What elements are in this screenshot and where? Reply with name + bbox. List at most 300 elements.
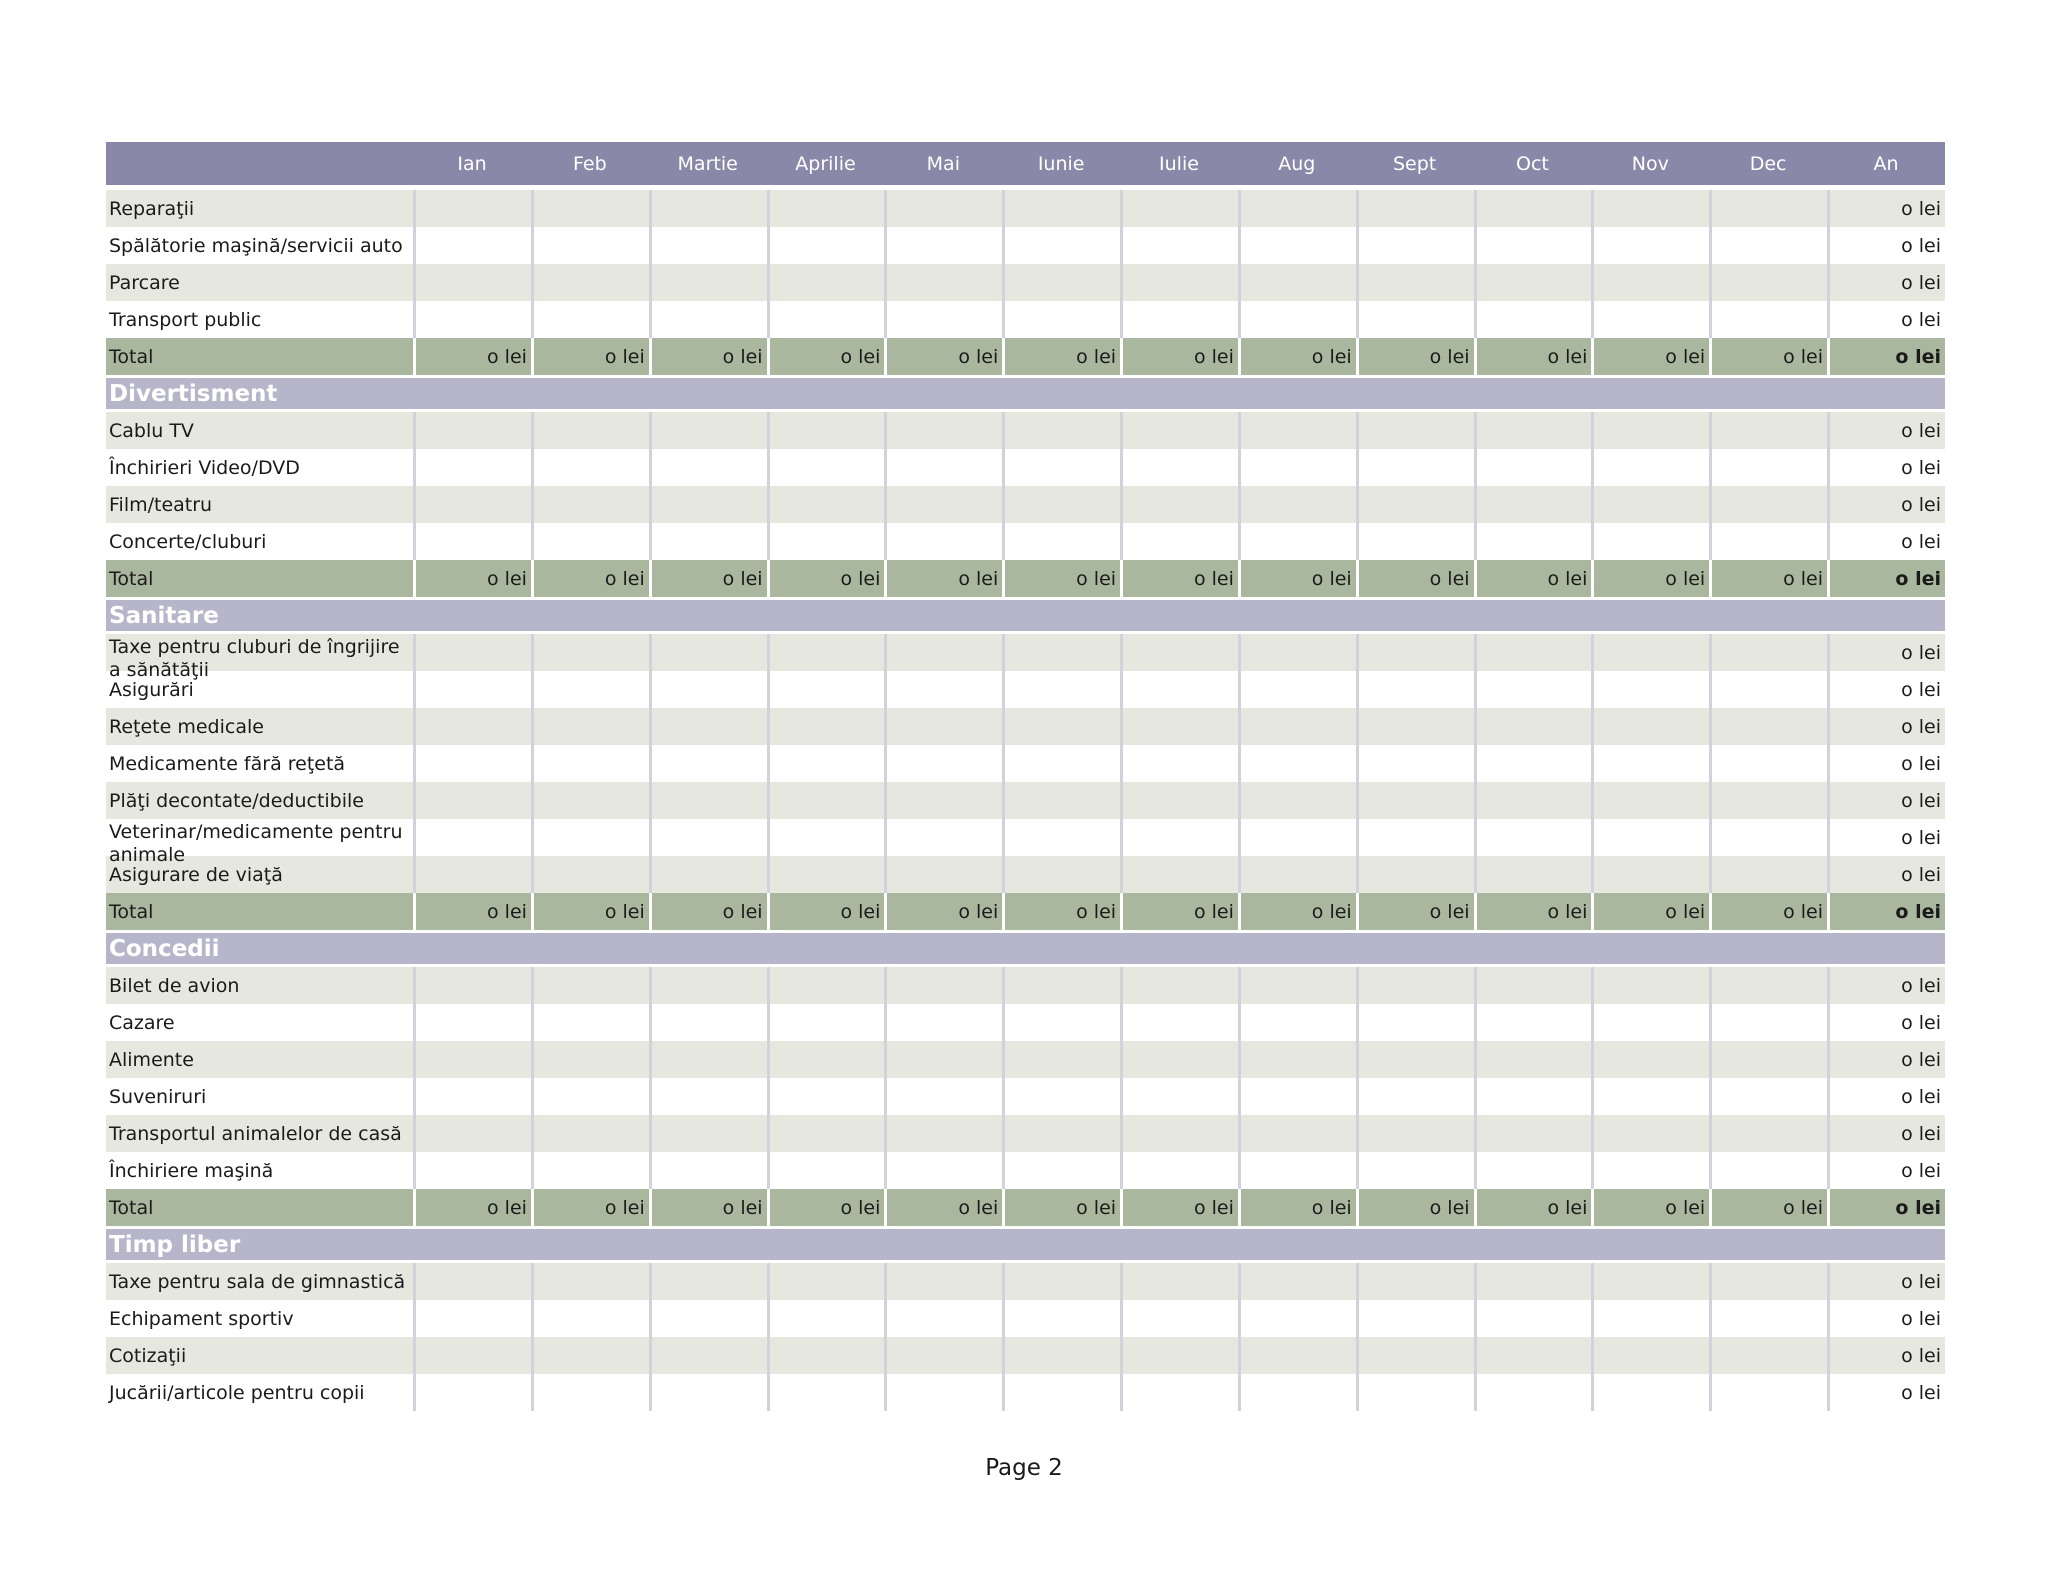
amount-input-cell[interactable]: [531, 1337, 649, 1374]
amount-input-cell[interactable]: [1474, 1078, 1592, 1115]
amount-input-cell[interactable]: [1709, 1374, 1827, 1411]
amount-input-cell[interactable]: [413, 1374, 531, 1411]
amount-input-cell[interactable]: [1591, 1337, 1709, 1374]
amount-input-cell[interactable]: [649, 1337, 767, 1374]
amount-input-cell[interactable]: [1120, 819, 1238, 856]
amount-input-cell[interactable]: [1002, 1374, 1120, 1411]
amount-input-cell[interactable]: [1238, 449, 1356, 486]
amount-input-cell[interactable]: [531, 1078, 649, 1115]
amount-input-cell[interactable]: [1238, 1337, 1356, 1374]
amount-input-cell[interactable]: [767, 1152, 885, 1189]
amount-input-cell[interactable]: [1120, 967, 1238, 1004]
amount-input-cell[interactable]: [413, 1337, 531, 1374]
amount-input-cell[interactable]: [767, 671, 885, 708]
amount-input-cell[interactable]: [1591, 190, 1709, 227]
amount-input-cell[interactable]: [1474, 523, 1592, 560]
amount-input-cell[interactable]: [1709, 708, 1827, 745]
amount-input-cell[interactable]: [1356, 301, 1474, 338]
amount-input-cell[interactable]: [1002, 1152, 1120, 1189]
amount-input-cell[interactable]: [1120, 412, 1238, 449]
amount-input-cell[interactable]: [1591, 227, 1709, 264]
amount-input-cell[interactable]: [884, 1263, 1002, 1300]
amount-input-cell[interactable]: [767, 1115, 885, 1152]
amount-input-cell[interactable]: [1002, 264, 1120, 301]
amount-input-cell[interactable]: [1238, 301, 1356, 338]
amount-input-cell[interactable]: [531, 1152, 649, 1189]
amount-input-cell[interactable]: [1238, 486, 1356, 523]
amount-input-cell[interactable]: [1002, 1337, 1120, 1374]
amount-input-cell[interactable]: [884, 486, 1002, 523]
amount-input-cell[interactable]: [531, 1300, 649, 1337]
amount-input-cell[interactable]: [1002, 856, 1120, 893]
amount-input-cell[interactable]: [1474, 1115, 1592, 1152]
amount-input-cell[interactable]: [531, 190, 649, 227]
amount-input-cell[interactable]: [1591, 1115, 1709, 1152]
amount-input-cell[interactable]: [531, 264, 649, 301]
amount-input-cell[interactable]: [884, 1300, 1002, 1337]
amount-input-cell[interactable]: [1709, 301, 1827, 338]
amount-input-cell[interactable]: [1709, 523, 1827, 560]
amount-input-cell[interactable]: [1356, 782, 1474, 819]
amount-input-cell[interactable]: [767, 301, 885, 338]
amount-input-cell[interactable]: [1002, 634, 1120, 671]
amount-input-cell[interactable]: [1474, 301, 1592, 338]
amount-input-cell[interactable]: [1238, 227, 1356, 264]
amount-input-cell[interactable]: [767, 1337, 885, 1374]
amount-input-cell[interactable]: [413, 227, 531, 264]
amount-input-cell[interactable]: [1591, 1263, 1709, 1300]
amount-input-cell[interactable]: [1709, 264, 1827, 301]
amount-input-cell[interactable]: [1238, 1374, 1356, 1411]
amount-input-cell[interactable]: [1474, 782, 1592, 819]
amount-input-cell[interactable]: [1238, 634, 1356, 671]
amount-input-cell[interactable]: [767, 856, 885, 893]
amount-input-cell[interactable]: [531, 449, 649, 486]
amount-input-cell[interactable]: [767, 523, 885, 560]
amount-input-cell[interactable]: [531, 819, 649, 856]
amount-input-cell[interactable]: [413, 1041, 531, 1078]
amount-input-cell[interactable]: [1002, 190, 1120, 227]
amount-input-cell[interactable]: [884, 1078, 1002, 1115]
amount-input-cell[interactable]: [1474, 449, 1592, 486]
amount-input-cell[interactable]: [413, 967, 531, 1004]
amount-input-cell[interactable]: [1591, 301, 1709, 338]
amount-input-cell[interactable]: [1238, 1115, 1356, 1152]
amount-input-cell[interactable]: [1591, 819, 1709, 856]
amount-input-cell[interactable]: [1120, 1115, 1238, 1152]
amount-input-cell[interactable]: [1709, 1115, 1827, 1152]
amount-input-cell[interactable]: [1591, 412, 1709, 449]
amount-input-cell[interactable]: [767, 1004, 885, 1041]
amount-input-cell[interactable]: [1709, 745, 1827, 782]
amount-input-cell[interactable]: [1474, 819, 1592, 856]
amount-input-cell[interactable]: [767, 745, 885, 782]
amount-input-cell[interactable]: [1120, 782, 1238, 819]
amount-input-cell[interactable]: [884, 708, 1002, 745]
amount-input-cell[interactable]: [649, 1041, 767, 1078]
amount-input-cell[interactable]: [1120, 449, 1238, 486]
amount-input-cell[interactable]: [413, 1263, 531, 1300]
amount-input-cell[interactable]: [531, 1041, 649, 1078]
amount-input-cell[interactable]: [1356, 1115, 1474, 1152]
amount-input-cell[interactable]: [1709, 671, 1827, 708]
amount-input-cell[interactable]: [1120, 486, 1238, 523]
amount-input-cell[interactable]: [1120, 1078, 1238, 1115]
amount-input-cell[interactable]: [884, 412, 1002, 449]
amount-input-cell[interactable]: [767, 449, 885, 486]
amount-input-cell[interactable]: [1591, 1300, 1709, 1337]
amount-input-cell[interactable]: [767, 967, 885, 1004]
amount-input-cell[interactable]: [767, 264, 885, 301]
amount-input-cell[interactable]: [413, 190, 531, 227]
amount-input-cell[interactable]: [1238, 856, 1356, 893]
amount-input-cell[interactable]: [649, 301, 767, 338]
amount-input-cell[interactable]: [413, 745, 531, 782]
amount-input-cell[interactable]: [1591, 523, 1709, 560]
amount-input-cell[interactable]: [531, 486, 649, 523]
amount-input-cell[interactable]: [1002, 1004, 1120, 1041]
amount-input-cell[interactable]: [1356, 1337, 1474, 1374]
amount-input-cell[interactable]: [1002, 449, 1120, 486]
amount-input-cell[interactable]: [1591, 264, 1709, 301]
amount-input-cell[interactable]: [649, 1374, 767, 1411]
amount-input-cell[interactable]: [1002, 967, 1120, 1004]
amount-input-cell[interactable]: [531, 782, 649, 819]
amount-input-cell[interactable]: [1002, 1300, 1120, 1337]
amount-input-cell[interactable]: [1120, 1004, 1238, 1041]
amount-input-cell[interactable]: [531, 1115, 649, 1152]
amount-input-cell[interactable]: [884, 1374, 1002, 1411]
amount-input-cell[interactable]: [767, 819, 885, 856]
amount-input-cell[interactable]: [1120, 634, 1238, 671]
amount-input-cell[interactable]: [1709, 1041, 1827, 1078]
amount-input-cell[interactable]: [413, 782, 531, 819]
amount-input-cell[interactable]: [1474, 671, 1592, 708]
amount-input-cell[interactable]: [649, 449, 767, 486]
amount-input-cell[interactable]: [531, 671, 649, 708]
amount-input-cell[interactable]: [1709, 449, 1827, 486]
amount-input-cell[interactable]: [649, 782, 767, 819]
amount-input-cell[interactable]: [884, 301, 1002, 338]
amount-input-cell[interactable]: [1002, 708, 1120, 745]
amount-input-cell[interactable]: [1120, 227, 1238, 264]
amount-input-cell[interactable]: [767, 1374, 885, 1411]
amount-input-cell[interactable]: [884, 264, 1002, 301]
amount-input-cell[interactable]: [1002, 1115, 1120, 1152]
amount-input-cell[interactable]: [1238, 1263, 1356, 1300]
amount-input-cell[interactable]: [649, 486, 767, 523]
amount-input-cell[interactable]: [413, 301, 531, 338]
amount-input-cell[interactable]: [1591, 634, 1709, 671]
amount-input-cell[interactable]: [1591, 782, 1709, 819]
amount-input-cell[interactable]: [767, 227, 885, 264]
amount-input-cell[interactable]: [1474, 1263, 1592, 1300]
amount-input-cell[interactable]: [531, 1374, 649, 1411]
amount-input-cell[interactable]: [413, 1152, 531, 1189]
amount-input-cell[interactable]: [884, 523, 1002, 560]
amount-input-cell[interactable]: [1120, 856, 1238, 893]
amount-input-cell[interactable]: [1356, 1078, 1474, 1115]
amount-input-cell[interactable]: [767, 190, 885, 227]
amount-input-cell[interactable]: [1356, 1374, 1474, 1411]
amount-input-cell[interactable]: [649, 412, 767, 449]
amount-input-cell[interactable]: [1709, 1078, 1827, 1115]
amount-input-cell[interactable]: [1709, 227, 1827, 264]
amount-input-cell[interactable]: [1238, 1041, 1356, 1078]
amount-input-cell[interactable]: [884, 1004, 1002, 1041]
amount-input-cell[interactable]: [884, 1115, 1002, 1152]
amount-input-cell[interactable]: [531, 412, 649, 449]
amount-input-cell[interactable]: [1709, 967, 1827, 1004]
amount-input-cell[interactable]: [1002, 1078, 1120, 1115]
amount-input-cell[interactable]: [1474, 1374, 1592, 1411]
amount-input-cell[interactable]: [1709, 1300, 1827, 1337]
amount-input-cell[interactable]: [413, 708, 531, 745]
amount-input-cell[interactable]: [1238, 708, 1356, 745]
amount-input-cell[interactable]: [1474, 190, 1592, 227]
amount-input-cell[interactable]: [413, 634, 531, 671]
amount-input-cell[interactable]: [1591, 856, 1709, 893]
amount-input-cell[interactable]: [649, 967, 767, 1004]
amount-input-cell[interactable]: [1591, 1152, 1709, 1189]
amount-input-cell[interactable]: [884, 190, 1002, 227]
amount-input-cell[interactable]: [1356, 1152, 1474, 1189]
amount-input-cell[interactable]: [1709, 634, 1827, 671]
amount-input-cell[interactable]: [413, 523, 531, 560]
amount-input-cell[interactable]: [1474, 227, 1592, 264]
amount-input-cell[interactable]: [1356, 671, 1474, 708]
amount-input-cell[interactable]: [1591, 967, 1709, 1004]
amount-input-cell[interactable]: [1356, 708, 1474, 745]
amount-input-cell[interactable]: [1356, 745, 1474, 782]
amount-input-cell[interactable]: [1238, 523, 1356, 560]
amount-input-cell[interactable]: [649, 523, 767, 560]
amount-input-cell[interactable]: [1474, 486, 1592, 523]
amount-input-cell[interactable]: [1120, 1374, 1238, 1411]
amount-input-cell[interactable]: [767, 1263, 885, 1300]
amount-input-cell[interactable]: [649, 1300, 767, 1337]
amount-input-cell[interactable]: [1356, 819, 1474, 856]
amount-input-cell[interactable]: [1356, 449, 1474, 486]
amount-input-cell[interactable]: [884, 671, 1002, 708]
amount-input-cell[interactable]: [413, 486, 531, 523]
amount-input-cell[interactable]: [1356, 1263, 1474, 1300]
amount-input-cell[interactable]: [1002, 782, 1120, 819]
amount-input-cell[interactable]: [1709, 856, 1827, 893]
amount-input-cell[interactable]: [1238, 782, 1356, 819]
amount-input-cell[interactable]: [413, 1004, 531, 1041]
amount-input-cell[interactable]: [1238, 745, 1356, 782]
amount-input-cell[interactable]: [531, 967, 649, 1004]
amount-input-cell[interactable]: [767, 708, 885, 745]
amount-input-cell[interactable]: [1002, 819, 1120, 856]
amount-input-cell[interactable]: [649, 671, 767, 708]
amount-input-cell[interactable]: [1709, 190, 1827, 227]
amount-input-cell[interactable]: [413, 412, 531, 449]
amount-input-cell[interactable]: [1474, 708, 1592, 745]
amount-input-cell[interactable]: [1356, 227, 1474, 264]
amount-input-cell[interactable]: [1356, 523, 1474, 560]
amount-input-cell[interactable]: [1238, 1004, 1356, 1041]
amount-input-cell[interactable]: [1591, 1374, 1709, 1411]
amount-input-cell[interactable]: [531, 1263, 649, 1300]
amount-input-cell[interactable]: [1002, 1041, 1120, 1078]
amount-input-cell[interactable]: [1474, 1152, 1592, 1189]
amount-input-cell[interactable]: [531, 745, 649, 782]
amount-input-cell[interactable]: [767, 486, 885, 523]
amount-input-cell[interactable]: [1474, 745, 1592, 782]
amount-input-cell[interactable]: [1356, 264, 1474, 301]
amount-input-cell[interactable]: [1356, 190, 1474, 227]
amount-input-cell[interactable]: [1120, 264, 1238, 301]
amount-input-cell[interactable]: [649, 856, 767, 893]
amount-input-cell[interactable]: [1356, 412, 1474, 449]
amount-input-cell[interactable]: [1002, 227, 1120, 264]
amount-input-cell[interactable]: [413, 1300, 531, 1337]
amount-input-cell[interactable]: [1591, 1078, 1709, 1115]
amount-input-cell[interactable]: [1356, 1041, 1474, 1078]
amount-input-cell[interactable]: [1709, 1004, 1827, 1041]
amount-input-cell[interactable]: [1356, 486, 1474, 523]
amount-input-cell[interactable]: [767, 1300, 885, 1337]
amount-input-cell[interactable]: [413, 264, 531, 301]
amount-input-cell[interactable]: [531, 708, 649, 745]
amount-input-cell[interactable]: [649, 745, 767, 782]
amount-input-cell[interactable]: [884, 819, 1002, 856]
amount-input-cell[interactable]: [1120, 671, 1238, 708]
amount-input-cell[interactable]: [649, 819, 767, 856]
amount-input-cell[interactable]: [767, 634, 885, 671]
amount-input-cell[interactable]: [1238, 412, 1356, 449]
amount-input-cell[interactable]: [767, 412, 885, 449]
amount-input-cell[interactable]: [649, 1004, 767, 1041]
amount-input-cell[interactable]: [1238, 967, 1356, 1004]
amount-input-cell[interactable]: [884, 227, 1002, 264]
amount-input-cell[interactable]: [413, 819, 531, 856]
amount-input-cell[interactable]: [1120, 190, 1238, 227]
amount-input-cell[interactable]: [1356, 1004, 1474, 1041]
amount-input-cell[interactable]: [413, 449, 531, 486]
amount-input-cell[interactable]: [531, 1004, 649, 1041]
amount-input-cell[interactable]: [1120, 1152, 1238, 1189]
amount-input-cell[interactable]: [531, 301, 649, 338]
amount-input-cell[interactable]: [1238, 671, 1356, 708]
amount-input-cell[interactable]: [1238, 264, 1356, 301]
amount-input-cell[interactable]: [1474, 856, 1592, 893]
amount-input-cell[interactable]: [1002, 412, 1120, 449]
amount-input-cell[interactable]: [649, 1263, 767, 1300]
amount-input-cell[interactable]: [1002, 1263, 1120, 1300]
amount-input-cell[interactable]: [1474, 264, 1592, 301]
amount-input-cell[interactable]: [1002, 301, 1120, 338]
amount-input-cell[interactable]: [1474, 1337, 1592, 1374]
amount-input-cell[interactable]: [884, 782, 1002, 819]
amount-input-cell[interactable]: [1709, 782, 1827, 819]
amount-input-cell[interactable]: [767, 1041, 885, 1078]
amount-input-cell[interactable]: [1709, 819, 1827, 856]
amount-input-cell[interactable]: [531, 227, 649, 264]
amount-input-cell[interactable]: [649, 708, 767, 745]
amount-input-cell[interactable]: [1356, 967, 1474, 1004]
amount-input-cell[interactable]: [1709, 1337, 1827, 1374]
amount-input-cell[interactable]: [767, 1078, 885, 1115]
amount-input-cell[interactable]: [1356, 856, 1474, 893]
amount-input-cell[interactable]: [1474, 1004, 1592, 1041]
amount-input-cell[interactable]: [884, 856, 1002, 893]
amount-input-cell[interactable]: [1002, 486, 1120, 523]
amount-input-cell[interactable]: [1238, 1300, 1356, 1337]
amount-input-cell[interactable]: [531, 856, 649, 893]
amount-input-cell[interactable]: [413, 856, 531, 893]
amount-input-cell[interactable]: [1591, 486, 1709, 523]
amount-input-cell[interactable]: [884, 634, 1002, 671]
amount-input-cell[interactable]: [1591, 671, 1709, 708]
amount-input-cell[interactable]: [884, 1152, 1002, 1189]
amount-input-cell[interactable]: [884, 1337, 1002, 1374]
amount-input-cell[interactable]: [1474, 634, 1592, 671]
amount-input-cell[interactable]: [884, 449, 1002, 486]
amount-input-cell[interactable]: [1238, 1078, 1356, 1115]
amount-input-cell[interactable]: [1474, 1300, 1592, 1337]
amount-input-cell[interactable]: [1002, 745, 1120, 782]
amount-input-cell[interactable]: [413, 671, 531, 708]
amount-input-cell[interactable]: [531, 523, 649, 560]
amount-input-cell[interactable]: [884, 967, 1002, 1004]
amount-input-cell[interactable]: [1591, 1004, 1709, 1041]
amount-input-cell[interactable]: [649, 1152, 767, 1189]
amount-input-cell[interactable]: [1591, 745, 1709, 782]
amount-input-cell[interactable]: [1356, 1300, 1474, 1337]
amount-input-cell[interactable]: [649, 190, 767, 227]
amount-input-cell[interactable]: [413, 1115, 531, 1152]
amount-input-cell[interactable]: [1238, 819, 1356, 856]
amount-input-cell[interactable]: [1474, 1041, 1592, 1078]
amount-input-cell[interactable]: [649, 1115, 767, 1152]
amount-input-cell[interactable]: [649, 264, 767, 301]
amount-input-cell[interactable]: [1120, 708, 1238, 745]
amount-input-cell[interactable]: [1120, 1041, 1238, 1078]
amount-input-cell[interactable]: [1591, 1041, 1709, 1078]
amount-input-cell[interactable]: [649, 634, 767, 671]
amount-input-cell[interactable]: [1120, 1300, 1238, 1337]
amount-input-cell[interactable]: [413, 1078, 531, 1115]
amount-input-cell[interactable]: [1709, 486, 1827, 523]
amount-input-cell[interactable]: [1474, 967, 1592, 1004]
amount-input-cell[interactable]: [1709, 1263, 1827, 1300]
amount-input-cell[interactable]: [649, 1078, 767, 1115]
amount-input-cell[interactable]: [1120, 1263, 1238, 1300]
amount-input-cell[interactable]: [1002, 523, 1120, 560]
amount-input-cell[interactable]: [884, 1041, 1002, 1078]
amount-input-cell[interactable]: [1120, 301, 1238, 338]
amount-input-cell[interactable]: [1356, 634, 1474, 671]
amount-input-cell[interactable]: [1709, 412, 1827, 449]
amount-input-cell[interactable]: [1120, 745, 1238, 782]
amount-input-cell[interactable]: [1120, 523, 1238, 560]
amount-input-cell[interactable]: [1120, 1337, 1238, 1374]
amount-input-cell[interactable]: [1238, 1152, 1356, 1189]
amount-input-cell[interactable]: [649, 227, 767, 264]
amount-input-cell[interactable]: [1474, 412, 1592, 449]
amount-input-cell[interactable]: [767, 782, 885, 819]
amount-input-cell[interactable]: [1238, 190, 1356, 227]
amount-input-cell[interactable]: [1002, 671, 1120, 708]
amount-input-cell[interactable]: [1591, 708, 1709, 745]
amount-input-cell[interactable]: [1709, 1152, 1827, 1189]
amount-input-cell[interactable]: [884, 745, 1002, 782]
amount-input-cell[interactable]: [1591, 449, 1709, 486]
amount-input-cell[interactable]: [531, 634, 649, 671]
